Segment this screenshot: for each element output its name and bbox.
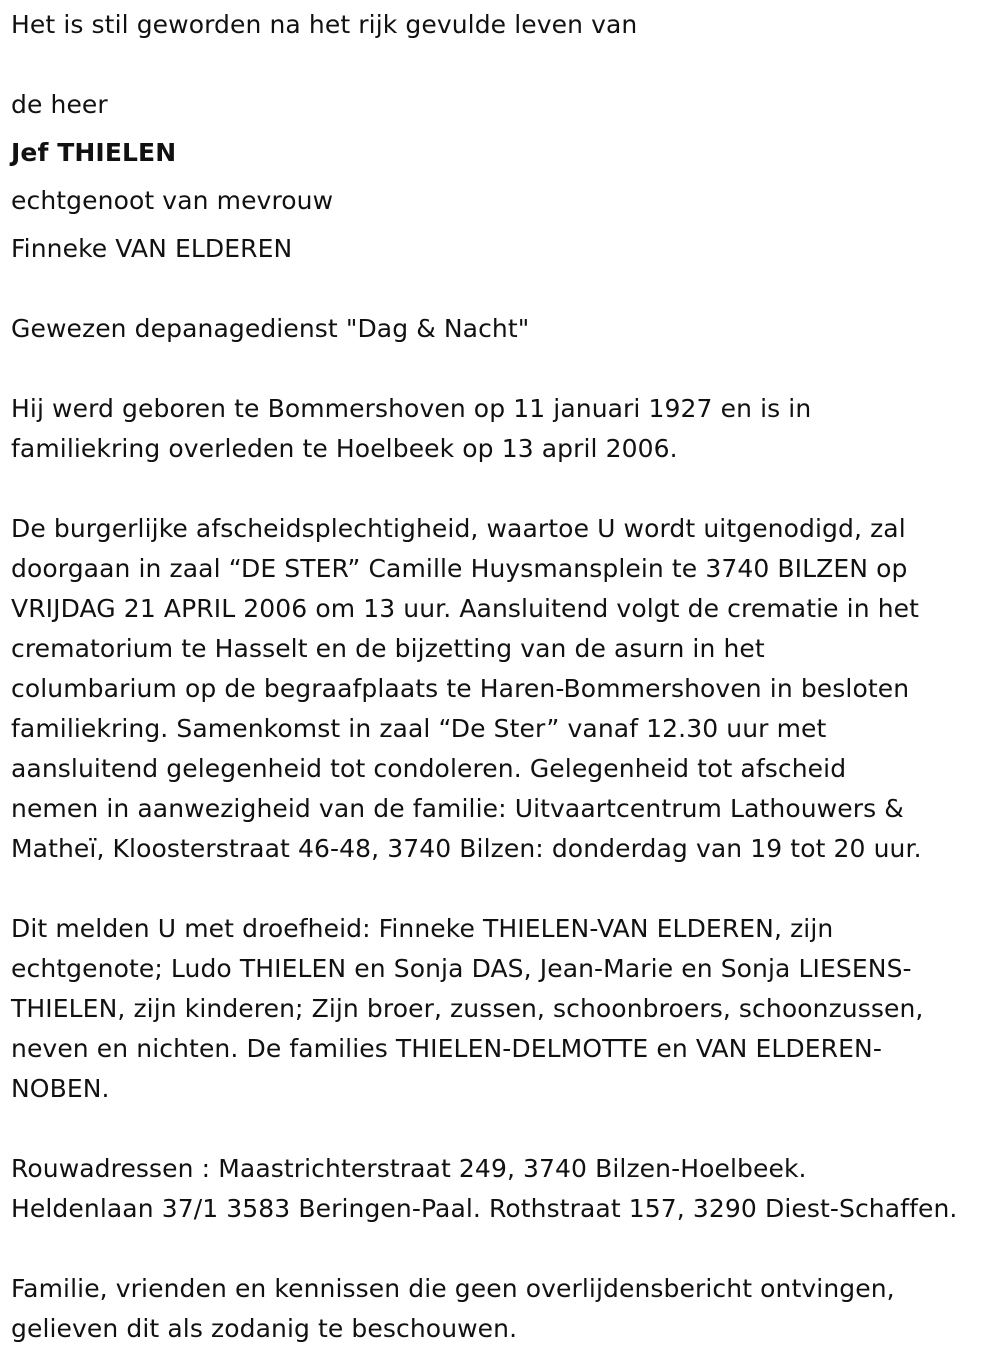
ceremony-line: doorgaan in zaal “DE STER” Camille Huysmansplein te 3740 BILZEN op bbox=[11, 554, 908, 583]
birth-death-line: Hij werd geboren te Bommershoven op 11 januari 1927 en is in bbox=[11, 394, 812, 423]
occupation-line: Gewezen depanagedienst "Dag & Nacht" bbox=[11, 314, 530, 343]
spouse-name: Finneke VAN ELDEREN bbox=[11, 234, 293, 263]
closing-line: gelieven dit als zodanig te beschouwen. bbox=[11, 1314, 518, 1343]
ceremony-line: De burgerlijke afscheidsplechtigheid, waartoe U wordt uitgenodigd, zal bbox=[11, 514, 906, 543]
deceased-name: Jef THIELEN bbox=[11, 138, 177, 167]
birth-death-line: familiekring overleden te Hoelbeek op 13 april 2006. bbox=[11, 434, 678, 463]
address-line: Rouwadressen : Maastrichterstraat 249, 3740 Bilzen-Hoelbeek. bbox=[11, 1154, 807, 1183]
family-line: Dit melden U met droefheid: Finneke THIELEN-VAN ELDEREN, zijn bbox=[11, 914, 834, 943]
ceremony-line: VRIJDAG 21 APRIL 2006 om 13 uur. Aansluitend volgt de crematie in het bbox=[11, 594, 920, 623]
intro-line: Het is stil geworden na het rijk gevulde leven van bbox=[11, 10, 638, 39]
address-line: Heldenlaan 37/1 3583 Beringen-Paal. Rothstraat 157, 3290 Diest-Schaffen. bbox=[11, 1194, 958, 1223]
closing-line: Familie, vrienden en kennissen die geen overlijdensbericht ontvingen, bbox=[11, 1274, 895, 1303]
salutation: de heer bbox=[11, 90, 108, 119]
ceremony-line: nemen in aanwezigheid van de familie: Uitvaartcentrum Lathouwers & bbox=[11, 794, 904, 823]
family-line: NOBEN. bbox=[11, 1074, 110, 1103]
spouse-label: echtgenoot van mevrouw bbox=[11, 186, 334, 215]
family-line: THIELEN, zijn kinderen; Zijn broer, zussen, schoonbroers, schoonzussen, bbox=[11, 994, 924, 1023]
family-line: neven en nichten. De families THIELEN-DELMOTTE en VAN ELDEREN- bbox=[11, 1034, 882, 1063]
ceremony-line: Matheï, Kloosterstraat 46-48, 3740 Bilzen: donderdag van 19 tot 20 uur. bbox=[11, 834, 922, 863]
ceremony-line: columbarium op de begraafplaats te Haren-Bommershoven in besloten bbox=[11, 674, 910, 703]
family-line: echtgenote; Ludo THIELEN en Sonja DAS, Jean-Marie en Sonja LIESENS- bbox=[11, 954, 912, 983]
ceremony-line: crematorium te Hasselt en de bijzetting van de asurn in het bbox=[11, 634, 765, 663]
ceremony-line: familiekring. Samenkomst in zaal “De Ster” vanaf 12.30 uur met bbox=[11, 714, 827, 743]
ceremony-line: aansluitend gelegenheid tot condoleren. Gelegenheid tot afscheid bbox=[11, 754, 847, 783]
